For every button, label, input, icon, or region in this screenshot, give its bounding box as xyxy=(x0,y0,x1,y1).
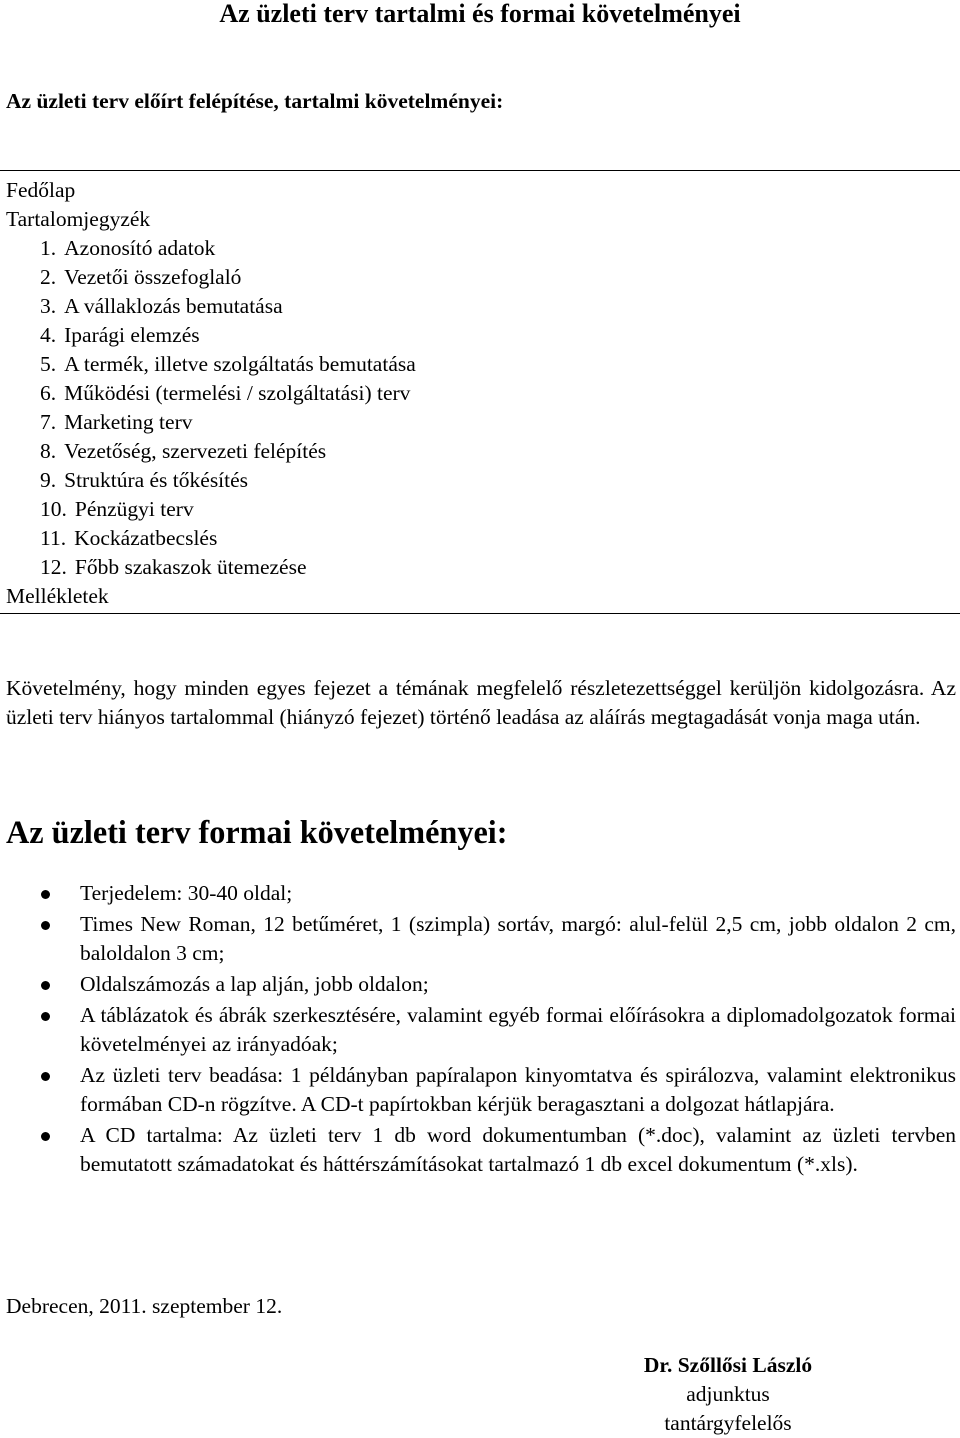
item-text: Főbb szakaszok ütemezése xyxy=(74,555,307,579)
item-text: Vezetőség, szervezeti felépítés xyxy=(64,439,327,463)
contents-item xyxy=(6,379,946,408)
bullet-icon xyxy=(41,1012,50,1021)
list-item-text: A CD tartalma: Az üzleti terv 1 db word dokumentumban (*.doc), valamint az üzleti tervben bemutatott számadatokat és háttérszámításokat tartalmazó 1 db excel dokumentum (*.xls). xyxy=(80,1123,956,1176)
requirement-paragraph: Követelmény, hogy minden egyes fejezet a témának megfelelő részletezettséggel kerüljön kidolgozásra. Az üzleti terv hiányos tartalommal (hiányzó fejezet) történő leadása az aláírás megtagadását vonja maga után. xyxy=(6,676,956,729)
list-item-text: Az üzleti terv beadása: 1 példányban papíralapon kinyomtatva és spirálozva, valamint elektronikus formában CD-n rögzítve. A CD-t papírtokban kérjük beragasztani a dolgozat hátlapjára. xyxy=(80,1063,956,1116)
contents-item xyxy=(6,321,946,350)
item-number: 4. xyxy=(40,323,57,347)
item-text: Marketing terv xyxy=(64,410,193,434)
item-text: Pénzügyi terv xyxy=(74,497,194,521)
contents-item xyxy=(6,263,946,292)
bullet-icon xyxy=(41,921,50,930)
list-item xyxy=(0,970,960,999)
signature-block xyxy=(628,1351,828,1438)
item-text: A termék, illetve szolgáltatás bemutatása xyxy=(64,352,416,376)
contents-item xyxy=(6,350,946,379)
item-number: 10. xyxy=(40,497,67,521)
document-title: Az üzleti terv tartalmi és formai követelményei xyxy=(219,0,741,28)
top-divider xyxy=(0,170,960,171)
contents-item xyxy=(6,234,946,263)
item-number: 6. xyxy=(40,381,57,405)
bullet-icon xyxy=(41,890,50,899)
format-heading: Az üzleti terv formai követelményei: xyxy=(6,814,508,850)
item-number: 1. xyxy=(40,236,57,260)
bottom-divider xyxy=(0,613,960,614)
item-text: A vállaklozás bemutatása xyxy=(64,294,283,318)
contents-item xyxy=(6,524,946,553)
item-text: Struktúra és tőkésítés xyxy=(64,468,249,492)
bullet-icon xyxy=(41,1132,50,1141)
bullet-icon xyxy=(41,1072,50,1081)
list-item-text: Terjedelem: 30-40 oldal; xyxy=(80,881,293,905)
item-text: Kockázatbecslés xyxy=(74,526,218,550)
contents-item xyxy=(6,292,946,321)
item-text: Vezetői összefoglaló xyxy=(64,265,242,289)
list-item xyxy=(0,1001,960,1059)
front-page-label: Fedőlap xyxy=(6,178,76,202)
item-number: 2. xyxy=(40,265,57,289)
format-list xyxy=(0,879,960,1181)
list-item xyxy=(0,1121,960,1179)
list-item xyxy=(0,910,960,968)
contents-item xyxy=(6,408,946,437)
contents-item xyxy=(6,466,946,495)
item-text: Iparági elemzés xyxy=(64,323,200,347)
contents-item xyxy=(6,437,946,466)
list-item xyxy=(0,1061,960,1119)
toc-label: Tartalomjegyzék xyxy=(6,207,151,231)
signatory-name: Dr. Szőllősi László xyxy=(643,1353,813,1377)
bullet-icon xyxy=(41,981,50,990)
item-text: Működési (termelési / szolgáltatási) terv xyxy=(64,381,411,405)
signatory-title: adjunktus xyxy=(686,1382,770,1406)
contents-list xyxy=(6,176,946,611)
item-text: Azonosító adatok xyxy=(64,236,216,260)
item-number: 11. xyxy=(40,526,67,550)
list-item-text: A táblázatok és ábrák szerkesztésére, valamint egyéb formai előírásokra a diplomadolgozatok formai követelményei az irányadóak; xyxy=(80,1003,956,1056)
structure-heading: Az üzleti terv előírt felépítése, tartalmi követelményei: xyxy=(6,89,504,113)
list-item-text: Oldalszámozás a lap alján, jobb oldalon; xyxy=(80,972,429,996)
list-item-text: Times New Roman, 12 betűméret, 1 (szimpla) sortáv, margó: alul-felül 2,5 cm, jobb oldalon 2 cm, baloldalon 3 cm; xyxy=(80,912,956,965)
list-item xyxy=(0,879,960,908)
item-number: 12. xyxy=(40,555,67,579)
contents-item xyxy=(6,495,946,524)
contents-item xyxy=(6,553,946,582)
dateline: Debrecen, 2011. szeptember 12. xyxy=(6,1294,283,1318)
item-number: 3. xyxy=(40,294,57,318)
item-number: 5. xyxy=(40,352,57,376)
appendices-label: Mellékletek xyxy=(6,584,109,608)
item-number: 8. xyxy=(40,439,57,463)
item-number: 9. xyxy=(40,468,57,492)
signatory-role: tantárgyfelelős xyxy=(664,1411,792,1435)
item-number: 7. xyxy=(40,410,57,434)
